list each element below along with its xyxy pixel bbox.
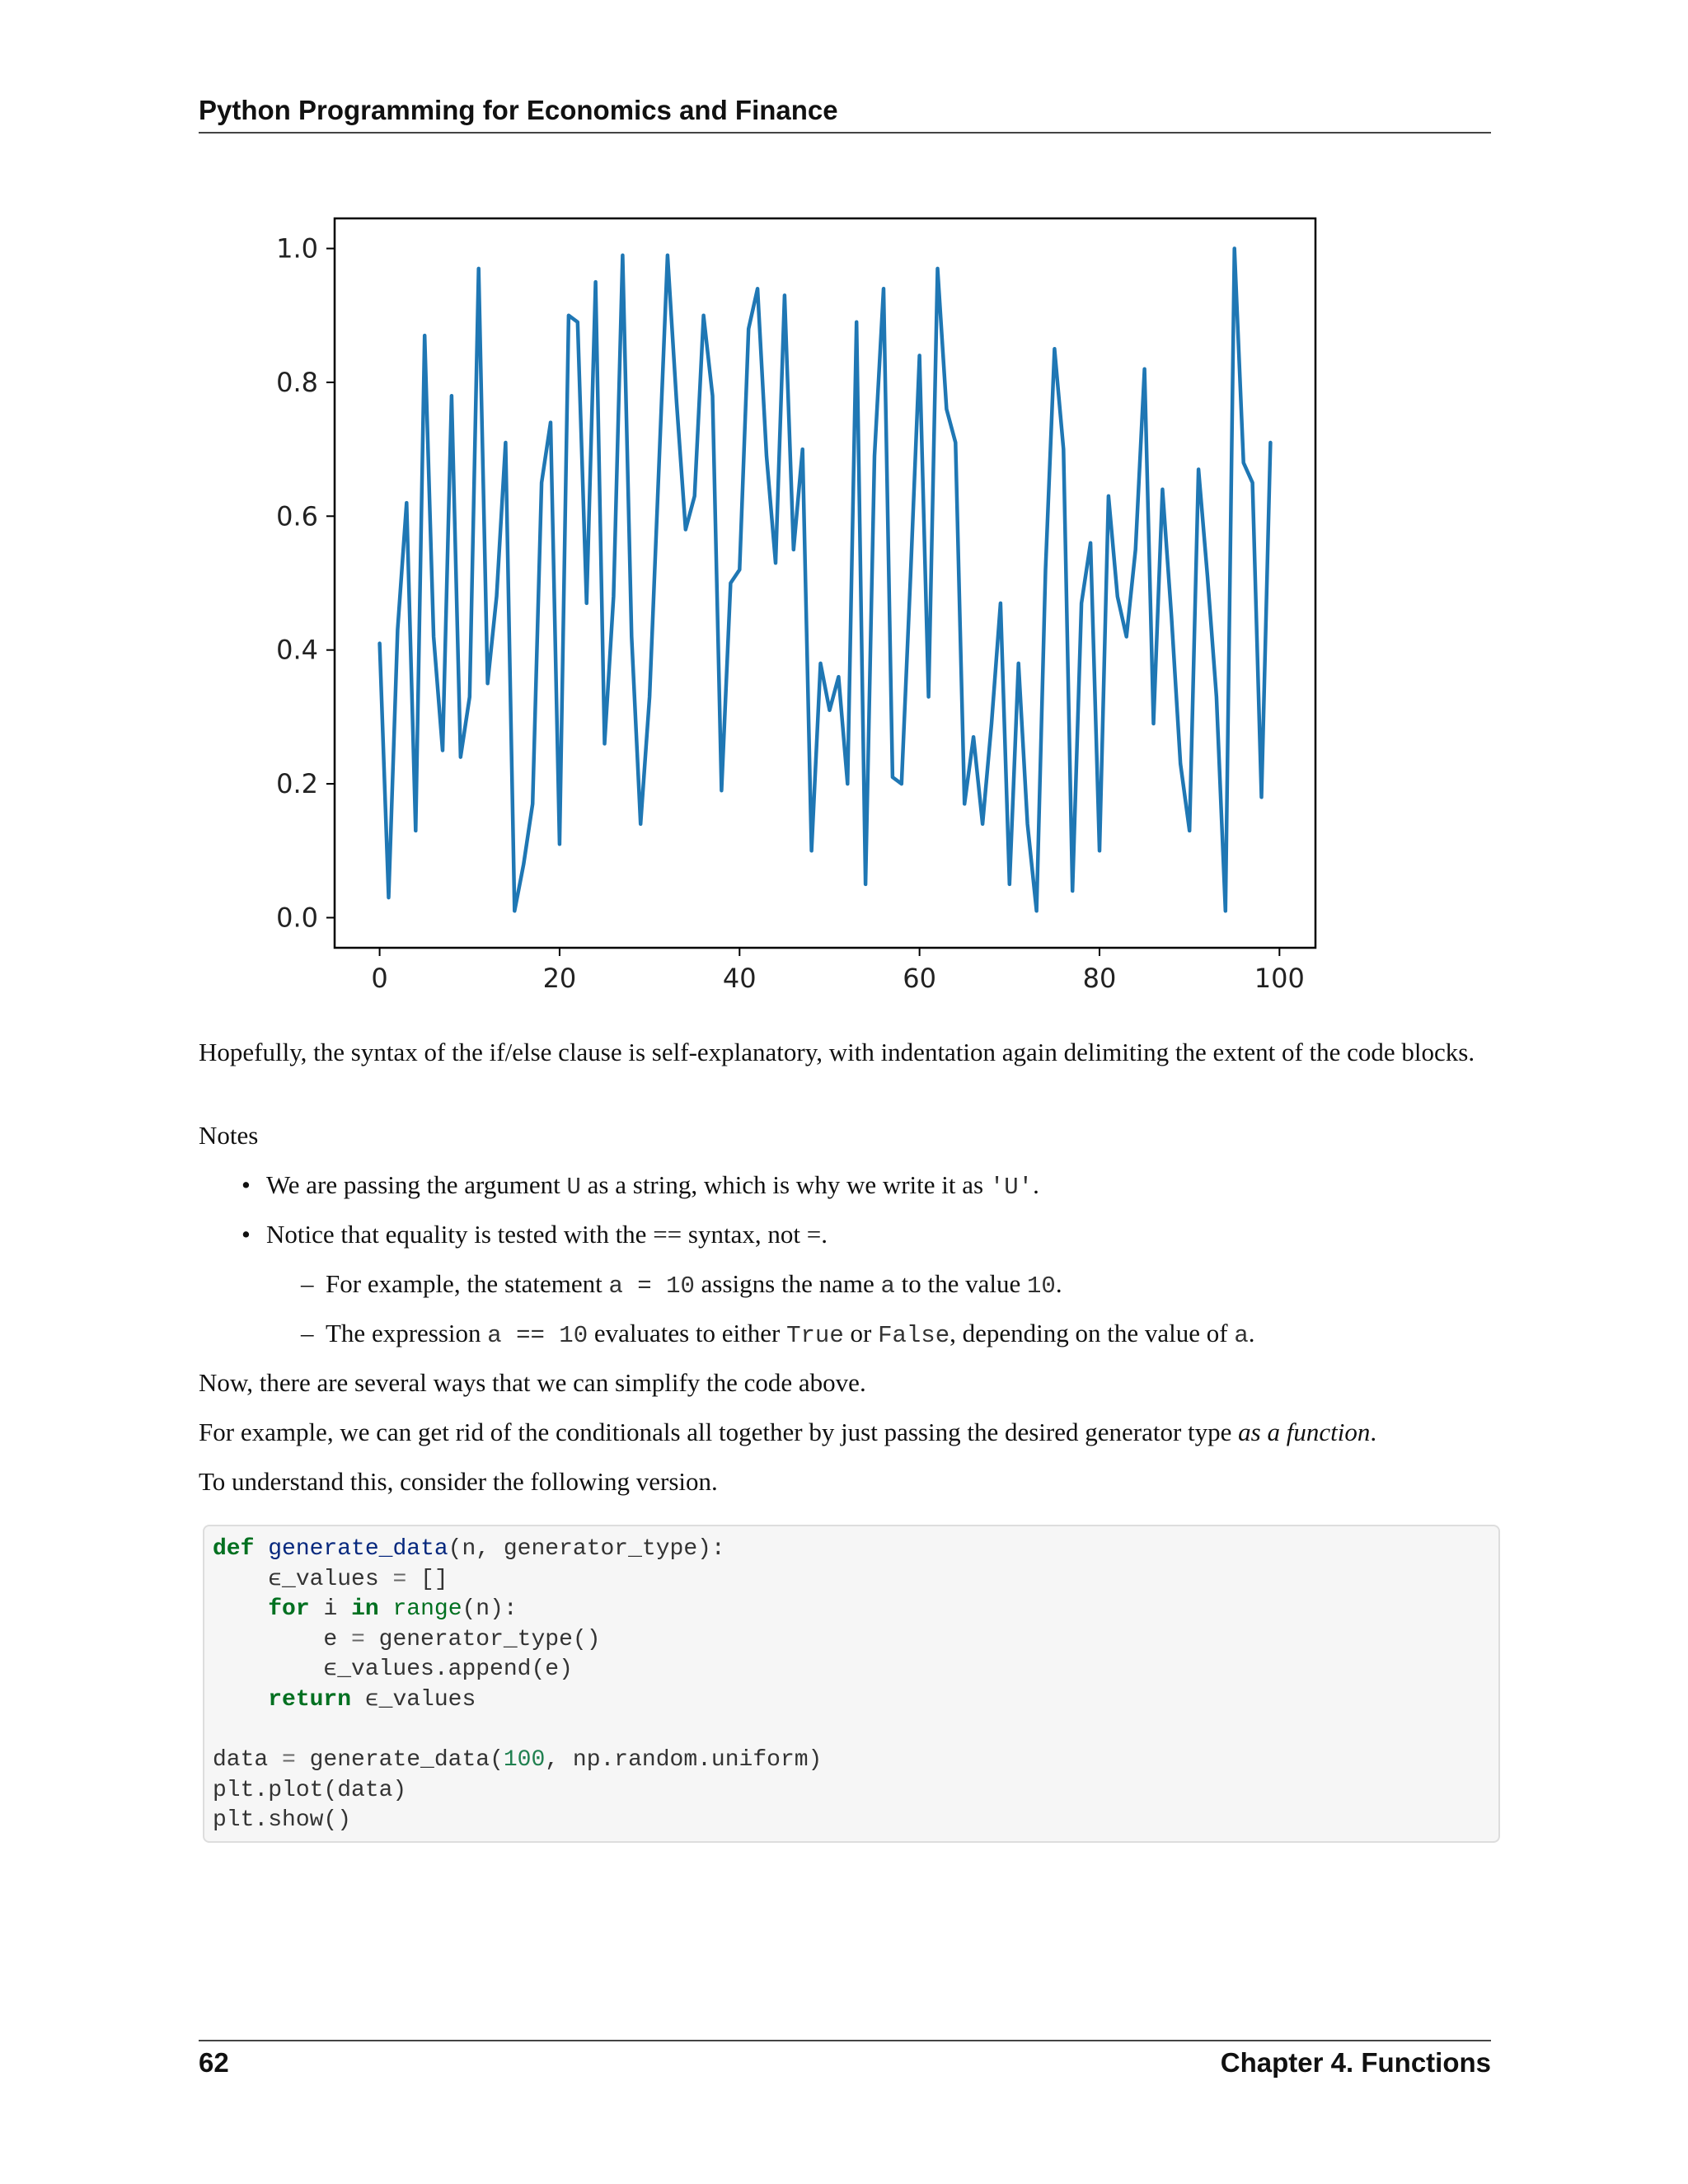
list-item: • Notice that equality is tested with the == syntax, not =. (266, 1218, 828, 1251)
x-tick-label: 80 (1082, 963, 1117, 994)
list-item: • We are passing the argument U as a string, which is why we write it as 'U'. (241, 1170, 1039, 1201)
page-footer (199, 2040, 1491, 2083)
x-tick-label: 60 (903, 963, 936, 994)
sub-list-item: – For example, the statement a = 10 assigns the name a to the value 10. (301, 1269, 1062, 1300)
y-axis-ticks (276, 233, 335, 934)
bullet-icon: • (241, 1220, 251, 1249)
code-text: def generate_data(n, generator_type): ϵ_values = [] for i in range(n): e = generator_type() ϵ_values.append(e) return ϵ_values data = generate_data(100, np.random.uniform) plt.plot(data) plt.show() (213, 1536, 823, 1834)
page-number: 62 (199, 2047, 229, 2078)
y-tick-label: 1.0 (276, 232, 318, 265)
y-tick-label: 0.8 (276, 366, 318, 398)
sub-list-item: – The expression a == 10 evaluates to either True or False, depending on the value of a. (301, 1319, 1255, 1349)
x-tick-label: 20 (542, 963, 577, 994)
dash-icon: – (301, 1319, 314, 1347)
x-tick-label: 100 (1254, 963, 1305, 994)
code-block (203, 1525, 1500, 1843)
x-axis-ticks (371, 948, 1304, 994)
paragraph-simplify: Now, there are several ways that we can simplify the code above. (199, 1368, 866, 1397)
y-tick-label: 0.0 (276, 902, 318, 934)
line-chart (247, 206, 1352, 1005)
book-title: Python Programming for Economics and Finance (199, 95, 838, 125)
series-line (380, 249, 1271, 912)
y-tick-label: 0.2 (276, 768, 318, 800)
notes-label: Notes (199, 1121, 259, 1150)
paragraph-consider: To understand this, consider the following version. (199, 1467, 718, 1496)
chapter-label: Chapter 4. Functions (1220, 2047, 1491, 2078)
x-tick-label: 0 (371, 963, 388, 994)
bullet-icon: • (241, 1170, 251, 1199)
paragraph-function-arg: For example, we can get rid of the conditionals all together by just passing the desired generator type as a function. (199, 1418, 1377, 1446)
x-tick-label: 40 (722, 963, 757, 994)
dash-icon: – (301, 1269, 314, 1298)
y-tick-label: 0.4 (276, 634, 318, 666)
paragraph-syntax-note: Hopefully, the syntax of the if/else clause is self-explanatory, with indentation again delimiting the extent of the code blocks. (199, 1038, 1475, 1066)
running-header (199, 92, 1491, 134)
y-tick-label: 0.6 (276, 500, 318, 532)
